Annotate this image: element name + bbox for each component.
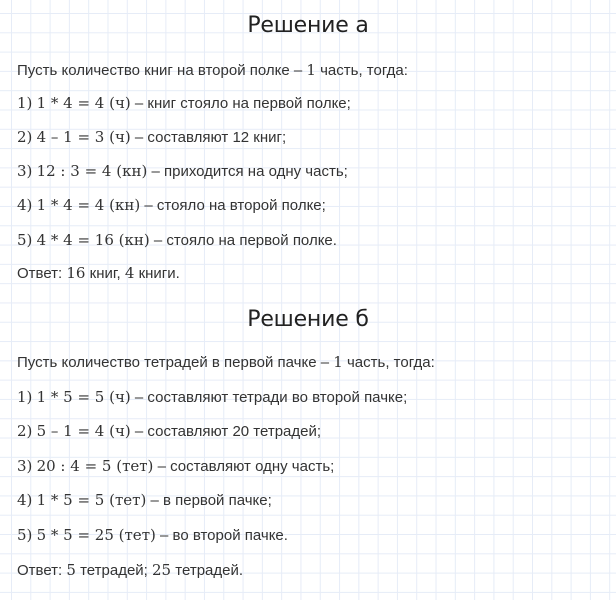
step-number: 1) <box>17 388 33 406</box>
intro-text: Пусть количество тетрадей в первой пачке – <box>17 354 334 371</box>
answer-text: тетрадей; <box>75 562 153 579</box>
section-a-answer <box>17 263 180 284</box>
step-number: 4) <box>17 196 33 214</box>
section-b-intro <box>17 352 435 373</box>
section-a-step-3 <box>17 161 348 182</box>
intro-text: Пусть количество книг на второй полке – <box>17 62 307 79</box>
section-b-step-4 <box>17 490 272 511</box>
answer-label: Ответ: <box>17 265 67 282</box>
section-a-title: Решение а <box>247 13 369 38</box>
step-expression: 5 * 5 = 25 (тет) <box>36 526 156 544</box>
step-text: – во второй пачке. <box>155 527 288 544</box>
section-a-step-1 <box>17 93 351 114</box>
section-b-step-2 <box>17 421 321 442</box>
step-number: 5) <box>17 526 33 544</box>
answer-value: 4 <box>124 264 135 282</box>
step-expression: 1 * 5 = 5 (ч) <box>36 388 131 406</box>
step-expression: 4 – 1 = 3 (ч) <box>36 128 131 146</box>
section-b-step-3 <box>17 456 334 477</box>
step-expression: 1 * 4 = 4 (ч) <box>36 94 131 112</box>
step-expression: 4 * 4 = 16 (кн) <box>36 231 150 249</box>
section-b-step-1 <box>17 387 407 408</box>
step-number: 1) <box>17 94 33 112</box>
answer-label: Ответ: <box>17 562 67 579</box>
section-a-step-4 <box>17 195 326 216</box>
answer-value: 16 <box>66 264 86 282</box>
intro-math: 1 <box>306 61 316 79</box>
step-number: 2) <box>17 128 33 146</box>
answer-text: книг, <box>85 265 125 282</box>
section-b-title: Решение б <box>247 307 369 332</box>
step-text: – в первой пачке; <box>146 492 272 509</box>
step-text: – составляют тетради во второй пачке; <box>130 389 408 406</box>
step-number: 5) <box>17 231 33 249</box>
answer-value: 5 <box>66 561 76 579</box>
step-number: 2) <box>17 422 33 440</box>
intro-text-end: часть, тогда: <box>315 62 408 79</box>
step-text: – стояло на второй полке; <box>140 197 326 214</box>
step-expression: 12 : 3 = 4 (кн) <box>36 162 148 180</box>
step-expression: 1 * 4 = 4 (кн) <box>36 196 141 214</box>
step-text: – книг стояло на первой полке; <box>130 95 351 112</box>
step-expression: 20 : 4 = 5 (тет) <box>36 457 154 475</box>
intro-text-end: часть, тогда: <box>342 354 435 371</box>
intro-math: 1 <box>333 353 343 371</box>
answer-text: тетрадей. <box>171 562 244 579</box>
step-text: – приходится на одну часть; <box>147 163 348 180</box>
section-a-intro <box>17 60 408 81</box>
step-number: 4) <box>17 491 33 509</box>
step-text: – составляют одну часть; <box>153 458 335 475</box>
step-number: 3) <box>17 457 33 475</box>
section-b-answer <box>17 560 243 581</box>
step-text: – составляют 20 тетрадей; <box>130 423 322 440</box>
answer-text: книги. <box>134 265 180 282</box>
section-a-step-2 <box>17 127 286 148</box>
answer-value: 25 <box>152 561 172 579</box>
section-a-step-5 <box>17 230 337 251</box>
step-text: – стояло на первой полке. <box>149 232 337 249</box>
step-text: – составляют 12 книг; <box>130 129 287 146</box>
step-expression: 5 – 1 = 4 (ч) <box>36 422 131 440</box>
step-expression: 1 * 5 = 5 (тет) <box>36 491 147 509</box>
section-b-step-5 <box>17 525 288 546</box>
step-number: 3) <box>17 162 33 180</box>
